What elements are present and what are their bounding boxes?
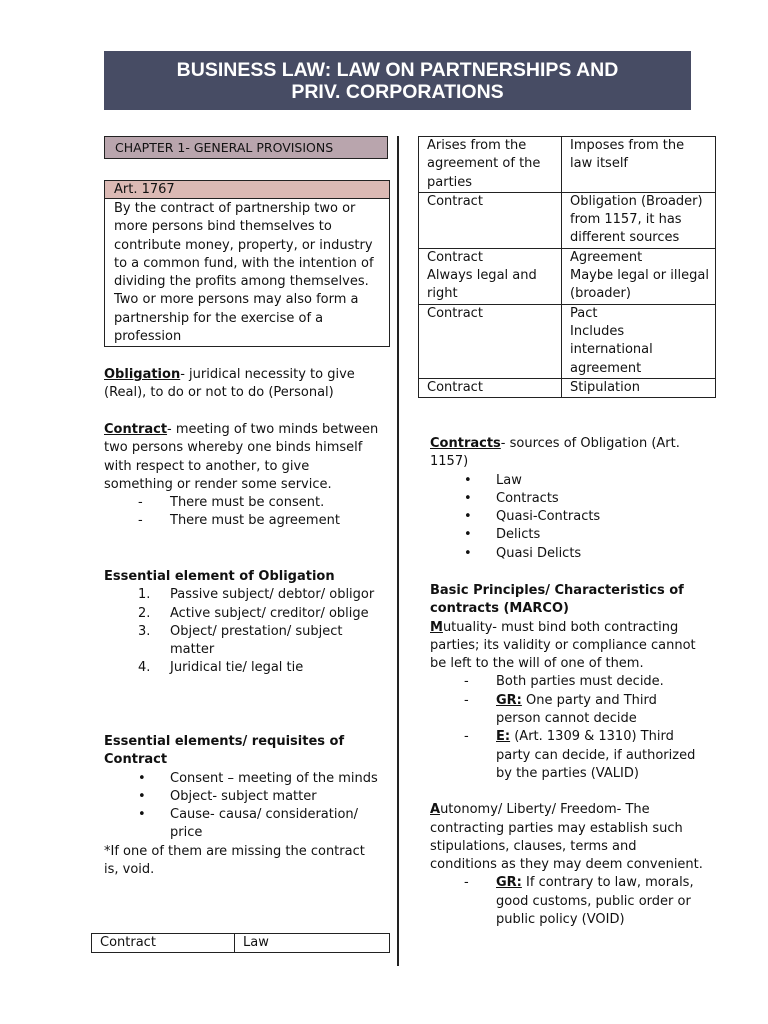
sources-list xyxy=(430,472,705,563)
column-divider xyxy=(397,136,399,966)
bottom-table xyxy=(91,933,390,953)
autonomy-list xyxy=(430,874,705,929)
list-item: - There must be agreement xyxy=(138,513,340,529)
compare-row xyxy=(419,192,716,248)
compare-cell: Stipulation xyxy=(562,378,716,397)
essential-contract-list xyxy=(104,770,379,843)
list-item: - Both parties must decide. xyxy=(464,674,664,690)
contract-definition xyxy=(104,421,379,531)
compare-row xyxy=(419,248,716,304)
title-line-2: PRIV. CORPORATIONS xyxy=(291,80,504,103)
compare-cell: Arises from the agreement of the parties xyxy=(419,137,562,193)
article-box xyxy=(104,180,390,347)
sources-text: - sources of Obligation (Art. 1157) xyxy=(430,436,680,470)
compare-cell: Contract xyxy=(419,304,562,378)
compare-cell: Agreement Maybe legal or illegal (broader) xyxy=(562,248,716,304)
list-item: • Quasi Delicts xyxy=(464,545,582,561)
list-item: - There must be consent. xyxy=(138,495,325,511)
obligation-definition xyxy=(104,366,379,403)
principles-section xyxy=(430,582,705,929)
compare-cell: Contract Always legal and right xyxy=(419,248,562,304)
list-item: • Contracts xyxy=(464,490,559,506)
essential-obligation-list xyxy=(104,586,379,677)
compare-row xyxy=(419,137,716,193)
mutuality-paragraph: Mutuality- must bind both contracting parties; its validity or compliance cannot be left to the will of one of them. xyxy=(430,619,696,672)
compare-cell: Pact Includes international agreement xyxy=(562,304,716,378)
essential-contract-heading: Essential elements/ requisites of Contract xyxy=(104,734,345,768)
sources-section xyxy=(430,435,705,563)
contract-requirements xyxy=(104,494,379,531)
list-item: 3. Object/ prestation/ subject matter xyxy=(138,623,343,658)
title-line-1: BUSINESS LAW: LAW ON PARTNERSHIPS AND xyxy=(176,58,619,81)
mutuality-list xyxy=(430,673,705,783)
compare-row xyxy=(419,304,716,378)
list-item: • Object- subject matter xyxy=(138,788,317,804)
contract-text: - meeting of two minds between two persons whereby one binds himself with respect to another, to give something or render some service. xyxy=(104,422,379,492)
list-item: - GR: One party and Third person cannot decide xyxy=(464,692,657,727)
list-item: • Quasi-Contracts xyxy=(464,509,601,525)
compare-table xyxy=(418,136,716,398)
article-body: By the contract of partnership two or more persons bind themselves to contribute money, property, or industry to a common fund, with the intention of dividing the profits among themselves. Two or more persons may also form a partnership for the exercise of a profession xyxy=(114,201,374,345)
list-item: • Consent – meeting of the minds xyxy=(138,770,378,786)
list-item: - GR: If contrary to law, morals, good customs, public order or public policy (VOID) xyxy=(464,875,694,928)
essential-obligation-section xyxy=(104,568,379,678)
list-item: 1. Passive subject/ debtor/ obligor xyxy=(138,587,375,603)
compare-cell: Contract xyxy=(419,192,562,248)
list-item: 2. Active subject/ creditor/ oblige xyxy=(138,605,369,621)
list-item: 4. Juridical tie/ legal tie xyxy=(138,660,304,676)
bottom-table-cell: Law xyxy=(235,934,390,953)
contract-term: Contract xyxy=(104,422,168,437)
chapter-heading: CHAPTER 1- GENERAL PROVISIONS xyxy=(104,136,388,159)
list-item: - E: (Art. 1309 & 1310) Third party can decide, if authorized by the parties (VALID) xyxy=(464,729,696,781)
principles-heading: Basic Principles/ Characteristics of contracts (MARCO) xyxy=(430,583,684,617)
sources-term: Contracts xyxy=(430,436,501,451)
list-item: • Cause- causa/ consideration/ price xyxy=(138,807,359,841)
void-note: *If one of them are missing the contract is, void. xyxy=(104,843,365,878)
essential-obligation-heading: Essential element of Obligation xyxy=(104,569,335,584)
list-item: • Delicts xyxy=(464,527,541,543)
compare-cell: Imposes from the law itself xyxy=(562,137,716,193)
title-banner xyxy=(104,51,691,110)
compare-cell: Contract xyxy=(419,378,562,397)
bottom-table-cell: Contract xyxy=(92,934,235,953)
obligation-text: - juridical necessity to give (Real), to do or not to do (Personal) xyxy=(104,367,355,401)
compare-cell: Obligation (Broader) from 1157, it has different sources xyxy=(562,192,716,248)
autonomy-paragraph: Autonomy/ Liberty/ Freedom- The contracting parties may establish such stipulations, clauses, terms and conditions as they may deem convenient. xyxy=(430,802,703,873)
obligation-term: Obligation xyxy=(104,367,181,382)
list-item: • Law xyxy=(464,472,522,488)
essential-contract-section xyxy=(104,733,379,879)
article-header: Art. 1767 xyxy=(105,181,389,199)
compare-row xyxy=(419,378,716,397)
